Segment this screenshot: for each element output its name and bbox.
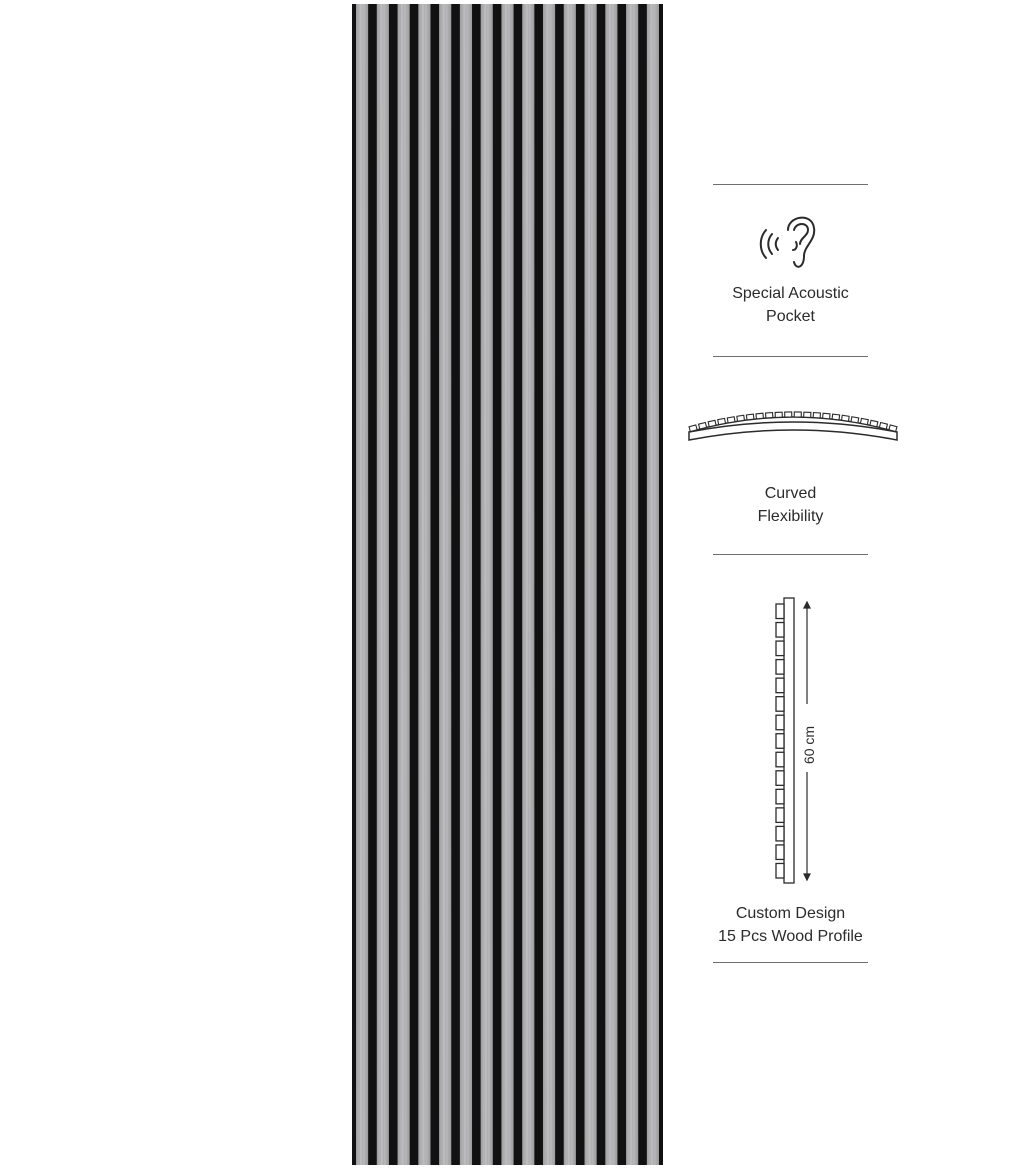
curve-tooth — [804, 412, 811, 417]
divider-line — [713, 962, 868, 963]
divider-line — [713, 184, 868, 185]
profile-tooth — [776, 604, 784, 619]
feature-title-line1: Custom Design — [735, 905, 846, 922]
profile-tooth — [776, 715, 784, 730]
curve-tooth — [879, 422, 887, 429]
profile-tooth — [776, 845, 784, 860]
curve-tooth — [794, 412, 801, 417]
feature-title-line2: Pocket — [766, 308, 815, 325]
curve-tooth — [699, 422, 707, 429]
curve-tooth — [689, 425, 697, 432]
profile-dimension-icon — [768, 596, 828, 888]
profile-tooth — [776, 789, 784, 804]
curved-panel-icon — [686, 410, 900, 450]
curve-tooth — [708, 420, 716, 426]
curve-tooth — [737, 415, 745, 421]
curve-tooth — [823, 413, 830, 419]
feature-label-curved — [700, 482, 881, 528]
feature-title-line1: Curved — [764, 485, 817, 502]
curve-tooth — [870, 420, 878, 426]
feature-label-acoustic — [700, 282, 881, 328]
curve-tooth — [766, 413, 773, 418]
profile-tooth — [776, 697, 784, 712]
feature-title-line2: Flexibility — [757, 508, 824, 525]
curve-tooth — [785, 412, 792, 417]
curve-tooth — [727, 417, 735, 423]
curve-tooth — [832, 414, 840, 420]
curve-tooth — [775, 412, 782, 417]
profile-tooth — [776, 863, 784, 878]
divider-line — [713, 356, 868, 357]
curve-tooth — [746, 414, 754, 420]
curve-tooth — [860, 418, 868, 424]
feature-title-line1: Special Acoustic — [732, 285, 849, 302]
acoustic-panel-image — [352, 4, 663, 1165]
profile-tooth — [776, 641, 784, 656]
curve-tooth — [756, 413, 763, 419]
curve-tooth — [813, 413, 820, 418]
profile-tooth — [776, 734, 784, 749]
feature-label-profile — [700, 902, 881, 948]
divider-line — [713, 554, 868, 555]
dimension-label: 60 cm — [801, 725, 817, 765]
profile-tooth — [776, 623, 784, 638]
profile-tooth — [776, 771, 784, 786]
profile-tooth — [776, 660, 784, 675]
profile-tooth — [776, 826, 784, 841]
curve-tooth — [851, 417, 859, 423]
profile-tooth — [776, 752, 784, 767]
profile-tooth — [776, 808, 784, 823]
ear-sound-icon — [758, 208, 818, 276]
curve-tooth — [842, 415, 850, 421]
panel-slats — [352, 4, 663, 1165]
profile-tooth — [776, 678, 784, 693]
curve-tooth — [718, 418, 726, 424]
feature-title-line2: 15 Pcs Wood Profile — [718, 928, 863, 945]
curve-tooth — [889, 425, 897, 432]
